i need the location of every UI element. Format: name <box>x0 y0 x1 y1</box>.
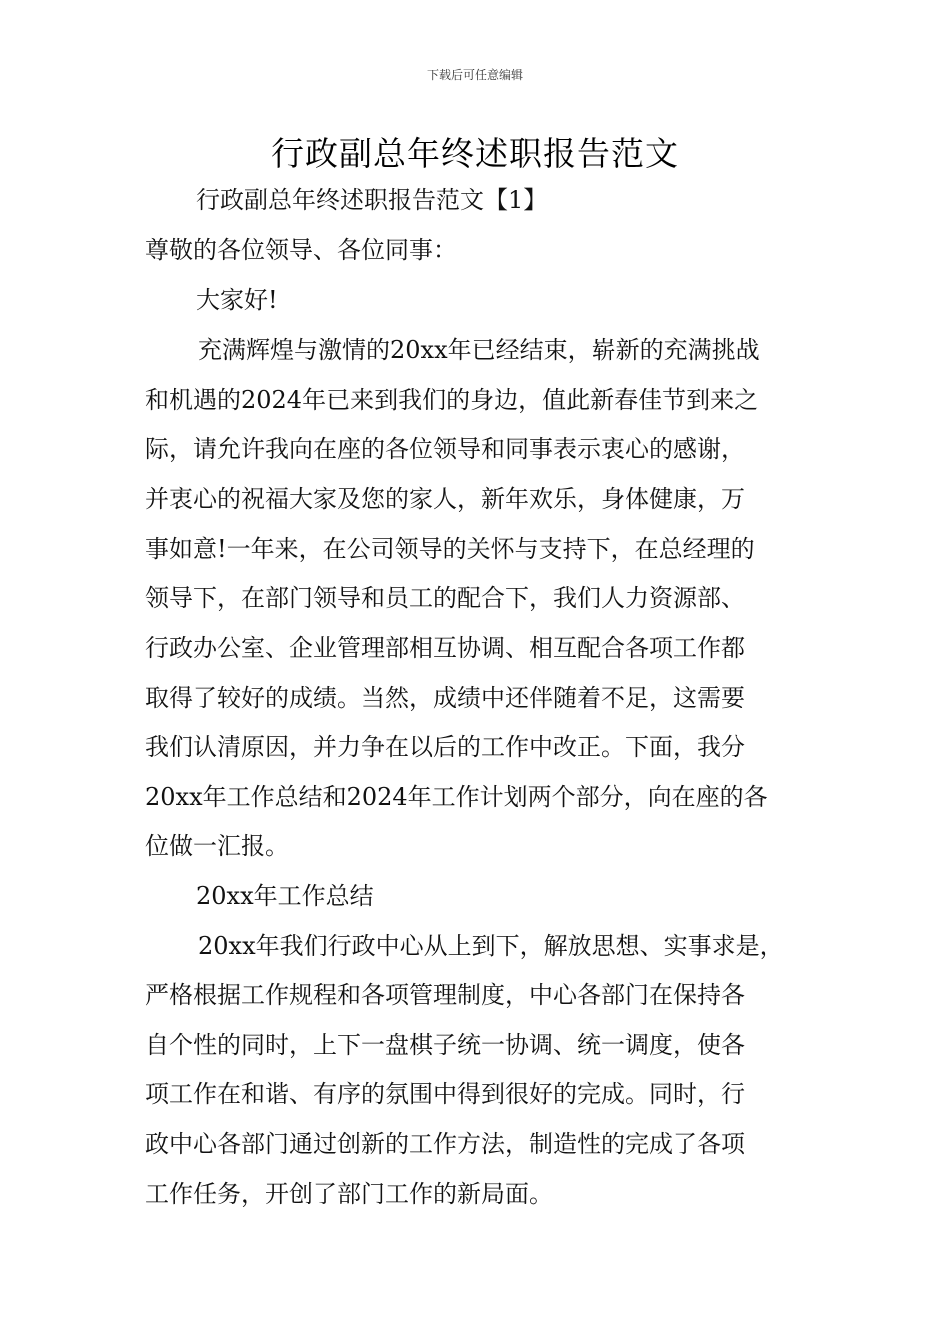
paragraph-line: 事如意!一年来，在公司领导的关怀与支持下，在总经理的 <box>145 535 755 563</box>
paragraph-line: 际，请允许我向在座的各位领导和同事表示衷心的感谢， <box>145 435 745 463</box>
paragraph-line: 我们认清原因，并力争在以后的工作中改正。下面，我分 <box>145 733 745 761</box>
paragraph-line: 工作任务，开创了部门工作的新局面。 <box>145 1180 553 1208</box>
paragraph-line: 20xx年工作总结和2024年工作计划两个部分，向在座的各 <box>145 783 768 811</box>
paragraph-line: 并衷心的祝福大家及您的家人，新年欢乐，身体健康，万 <box>145 485 745 513</box>
paragraph-line: 政中心各部门通过创新的工作方法，制造性的完成了各项 <box>145 1130 745 1158</box>
page-title: 行政副总年终述职报告范文 <box>271 134 679 173</box>
salutation: 尊敬的各位领导、各位同事： <box>145 236 457 264</box>
header-note: 下载后可任意编辑 <box>426 68 523 82</box>
paragraph-line: 20xx年我们行政中心从上到下，解放思想、实事求是， <box>198 932 784 960</box>
paragraph-line: 自个性的同时，上下一盘棋子统一协调、统一调度，使各 <box>145 1031 745 1059</box>
paragraph-line: 充满辉煌与激情的20xx年已经结束，崭新的充满挑战 <box>198 336 760 364</box>
greeting: 大家好! <box>196 286 278 314</box>
paragraph-line: 项工作在和谐、有序的氛围中得到很好的完成。同时，行 <box>145 1080 745 1108</box>
paragraph-line: 领导下，在部门领导和员工的配合下，我们人力资源部、 <box>145 584 745 612</box>
subtitle: 行政副总年终述职报告范文【1】 <box>196 186 548 214</box>
paragraph-line: 和机遇的2024年已来到我们的身边，值此新春佳节到来之 <box>145 386 759 414</box>
paragraph-line: 位做一汇报。 <box>145 832 289 860</box>
paragraph-line: 严格根据工作规程和各项管理制度，中心各部门在保持各 <box>145 981 745 1009</box>
section-heading: 20xx年工作总结 <box>196 882 374 910</box>
paragraph-line: 行政办公室、企业管理部相互协调、相互配合各项工作都 <box>145 634 745 662</box>
paragraph-line: 取得了较好的成绩。当然，成绩中还伴随着不足，这需要 <box>145 684 745 712</box>
